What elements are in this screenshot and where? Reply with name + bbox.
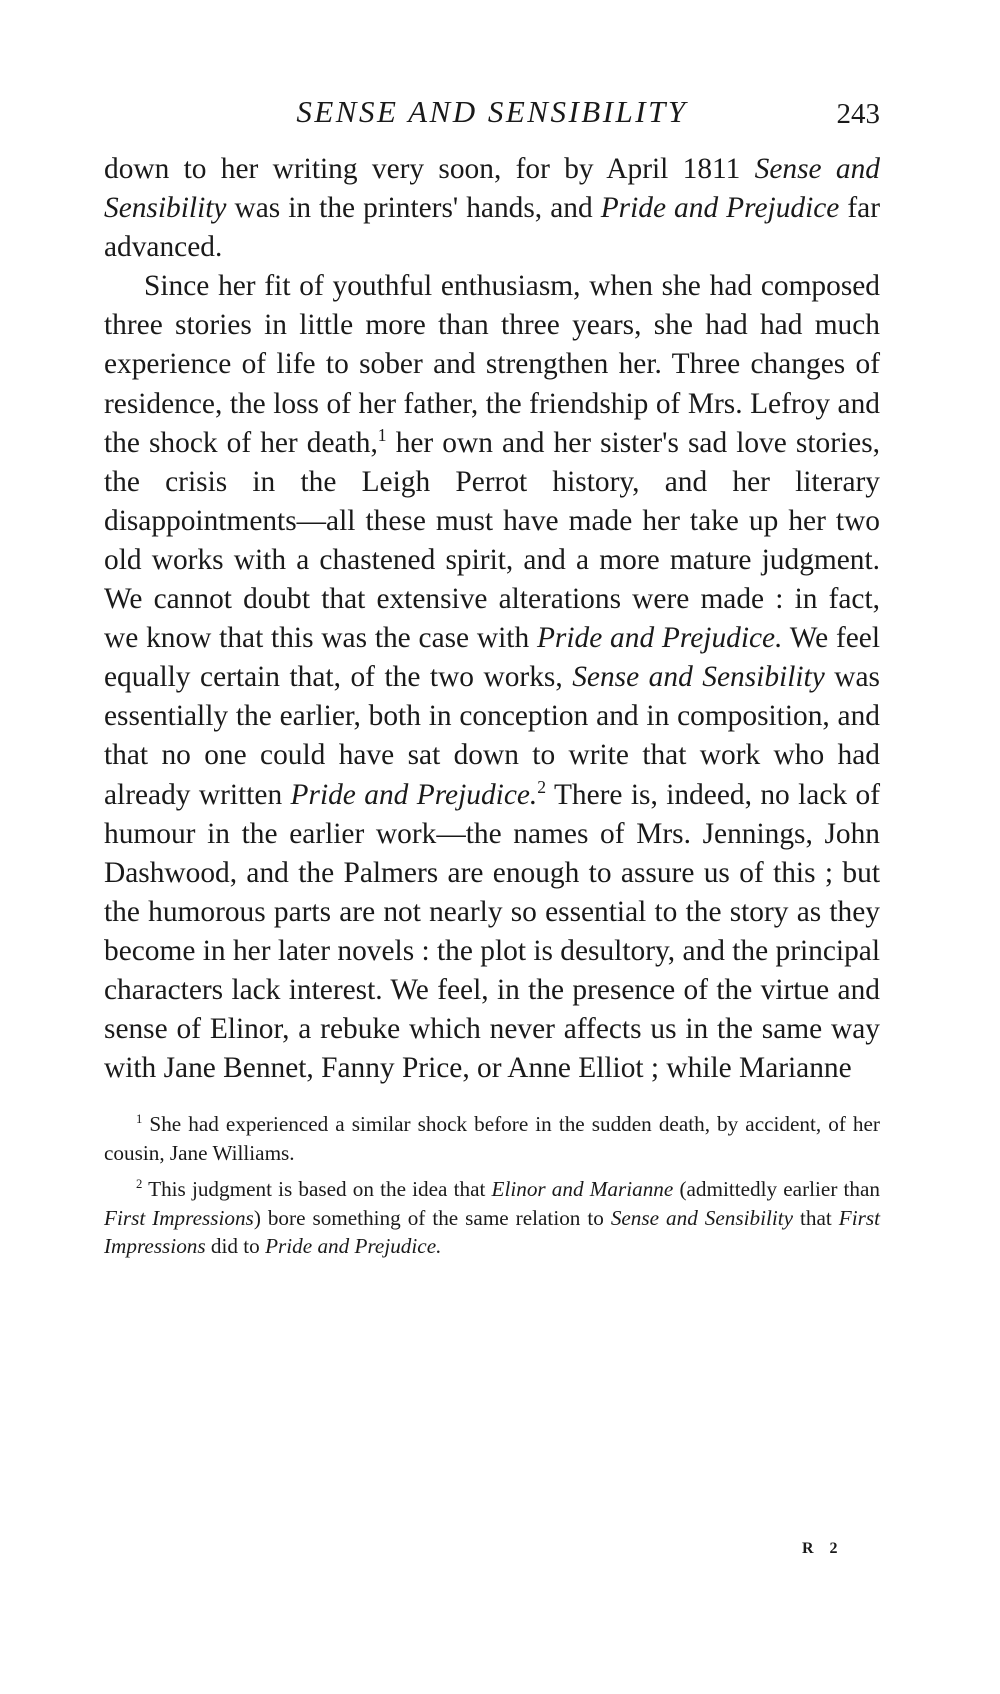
footnote-mark-1: 1 [136,1112,143,1127]
footnote-1 [104,1110,880,1167]
footnote-ref-2[interactable]: 2 [537,776,547,797]
footnote-text: This judgment is based on the idea that [142,1177,492,1202]
paragraph-2 [104,267,880,1088]
signature-mark: R 2 [802,1540,844,1557]
book-title: Pride and Prejudice. [290,778,538,811]
text-run: down to her writing very soon, for by April 1811 [104,153,755,185]
book-title: Sense and Sensibility [572,661,825,694]
footnote-text: that [793,1205,839,1230]
footnote-mark-2: 2 [136,1177,143,1192]
body-text [104,150,880,1088]
running-title: SENSE AND SENSIBILITY [296,94,688,129]
text-run: was in the printers' hands, and [226,192,601,225]
book-title: Sense and Sensibility [104,153,880,225]
footnote-text: ) bore something of the same relation to [253,1205,611,1230]
book-title: Pride and Prejudice. [536,622,783,655]
book-title: First Impressions [104,1205,880,1259]
text-run: We feel equally certain that, of the two works, [104,622,880,694]
paragraph-1 [104,150,880,267]
book-title: Pride and Prejudice. [265,1234,442,1259]
text-run: There is, indeed, no lack of humour in the earlier work—the names of Mrs. Jennings, John Dashwood, and the Palmers are enough to assure us of this ; but the humorous parts are not nearly so essential to the story as they become in her later novels : the plot is desultory, and the principal characters lack interest. We feel, in the presence of the virtue and sense of Elinor, a rebuke which never affects us in the same way with Jane Bennet, Fanny Price, or Anne Elliot ; while Marianne [104,778,880,1085]
text-run: was essentially the earlier, both in conception and in composition, and that no one could have sat down to write that work who had already written [104,661,880,811]
footnote-text: She had experienced a similar shock before in the sudden death, by accident, of her cousin, Jane Williams. [104,1112,880,1165]
book-title: First Impressions [104,1205,254,1230]
footnote-text: did to [205,1234,266,1259]
book-title: Pride and Prejudice [600,192,840,225]
text-run: far advanced. [104,192,881,264]
running-head [104,92,880,140]
footnotes [104,1110,880,1261]
footnote-2 [104,1175,880,1261]
book-page [104,92,880,1269]
page-number: 243 [836,98,880,130]
book-title: Elinor and Marianne [491,1177,674,1202]
book-title: Sense and Sensibility [610,1205,794,1230]
text-run: her own and her sister's sad love stories, the crisis in the Leigh Perrot history, and her literary disappointments—all these must have made her take up her two old works with a chastened spirit, and a more mature judgment. We cannot doubt that extensive alterations were made : in fact, we know that this was the case with [104,426,880,655]
text-run: Since her fit of youthful enthusiasm, when she had composed three stories in little more than three years, she had had much experience of life to sober and strengthen her. Three changes of residence, the loss of her father, the friendship of Mrs. Lefroy and the shock of her death, [104,270,880,459]
footnote-text: (admittedly earlier than [673,1177,881,1202]
footnote-ref-1[interactable]: 1 [377,424,387,445]
